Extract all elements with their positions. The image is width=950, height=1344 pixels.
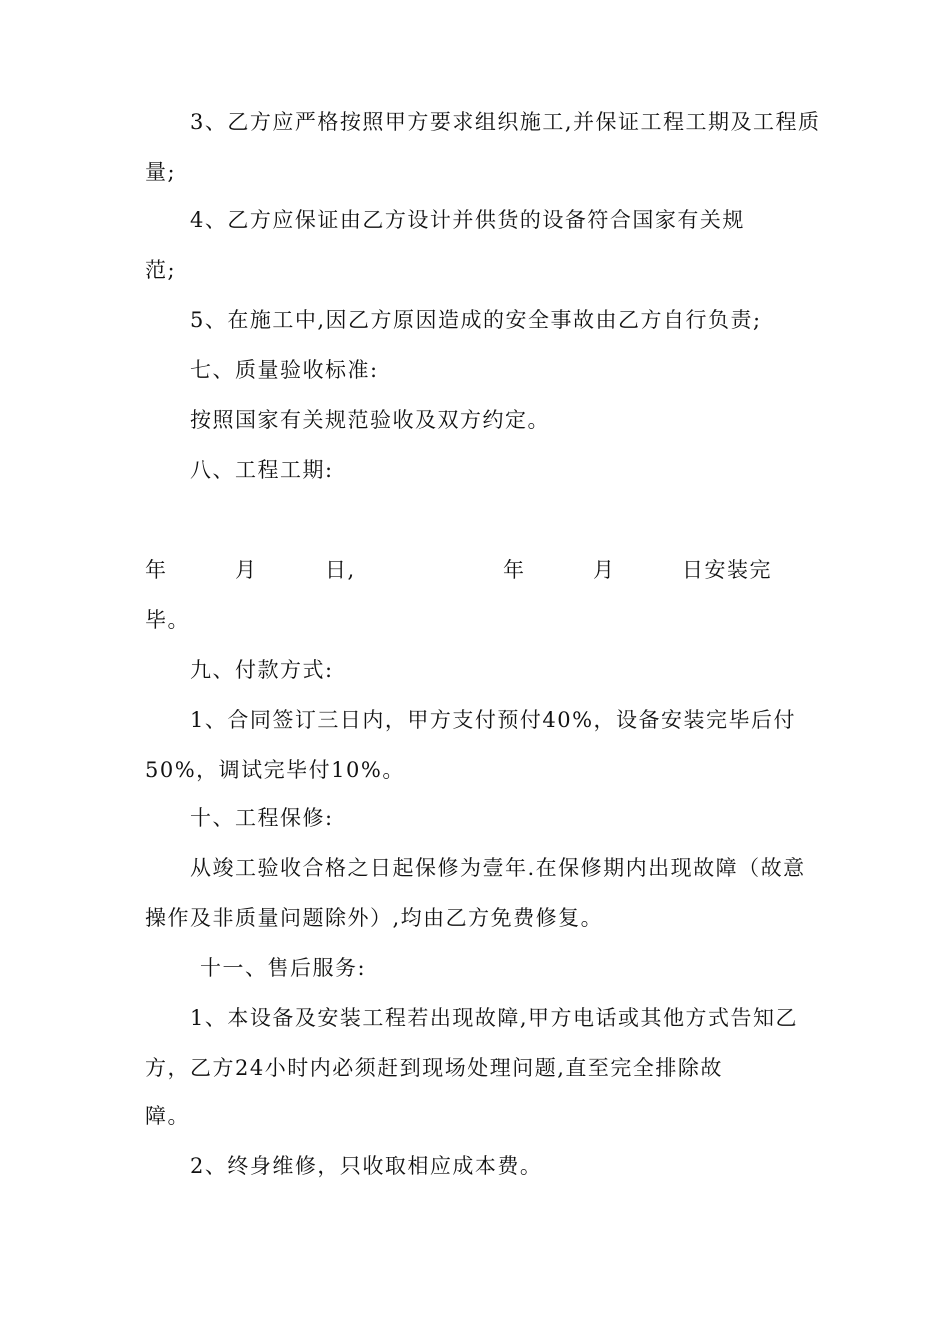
service-1-line-2: 方，乙方24小时内必须赶到现场处理问题,直至完全排除故 [145, 1056, 723, 1080]
section-7-body: 按照国家有关规范验收及双方约定。 [190, 408, 550, 432]
payment-line-2: 50%，调试完毕付10%。 [145, 758, 405, 782]
end-day-label: 日安装完 [682, 558, 772, 582]
start-year-label: 年 [145, 558, 168, 582]
start-month-label: 月 [235, 558, 258, 582]
clause-4-line-2: 范; [145, 258, 177, 282]
section-7-heading: 七、质量验收标准: [190, 358, 379, 382]
service-1-line-3: 障。 [145, 1104, 190, 1128]
clause-4-line-1: 4、乙方应保证由乙方设计并供货的设备符合国家有关规 [190, 208, 745, 232]
clause-3-line-1: 3、乙方应严格按照甲方要求组织施工,并保证工程工期及工程质 [190, 110, 821, 134]
section-9-heading: 九、付款方式: [190, 658, 334, 682]
end-month-label: 月 [593, 558, 616, 582]
section-10-heading: 十、工程保修: [190, 806, 334, 830]
warranty-line-2: 操作及非质量问题除外）,均由乙方免费修复。 [145, 906, 604, 930]
end-year-label: 年 [503, 558, 526, 582]
start-day-label: 日, [325, 558, 356, 582]
payment-line-1: 1、合同签订三日内，甲方支付预付40%，设备安装完毕后付 [190, 708, 797, 732]
section-8-heading: 八、工程工期: [190, 458, 334, 482]
section-8-end: 毕。 [145, 608, 190, 632]
clause-3-line-2: 量; [145, 160, 177, 184]
warranty-line-1: 从竣工验收合格之日起保修为壹年.在保修期内出现故障（故意 [190, 856, 806, 880]
clause-5-line: 5、在施工中,因乙方原因造成的安全事故由乙方自行负责; [190, 308, 762, 332]
service-2-line: 2、终身维修，只收取相应成本费。 [190, 1154, 543, 1178]
service-1-line-1: 1、本设备及安装工程若出现故障,甲方电话或其他方式告知乙 [190, 1006, 799, 1030]
section-11-heading: 十一、售后服务: [200, 956, 367, 980]
